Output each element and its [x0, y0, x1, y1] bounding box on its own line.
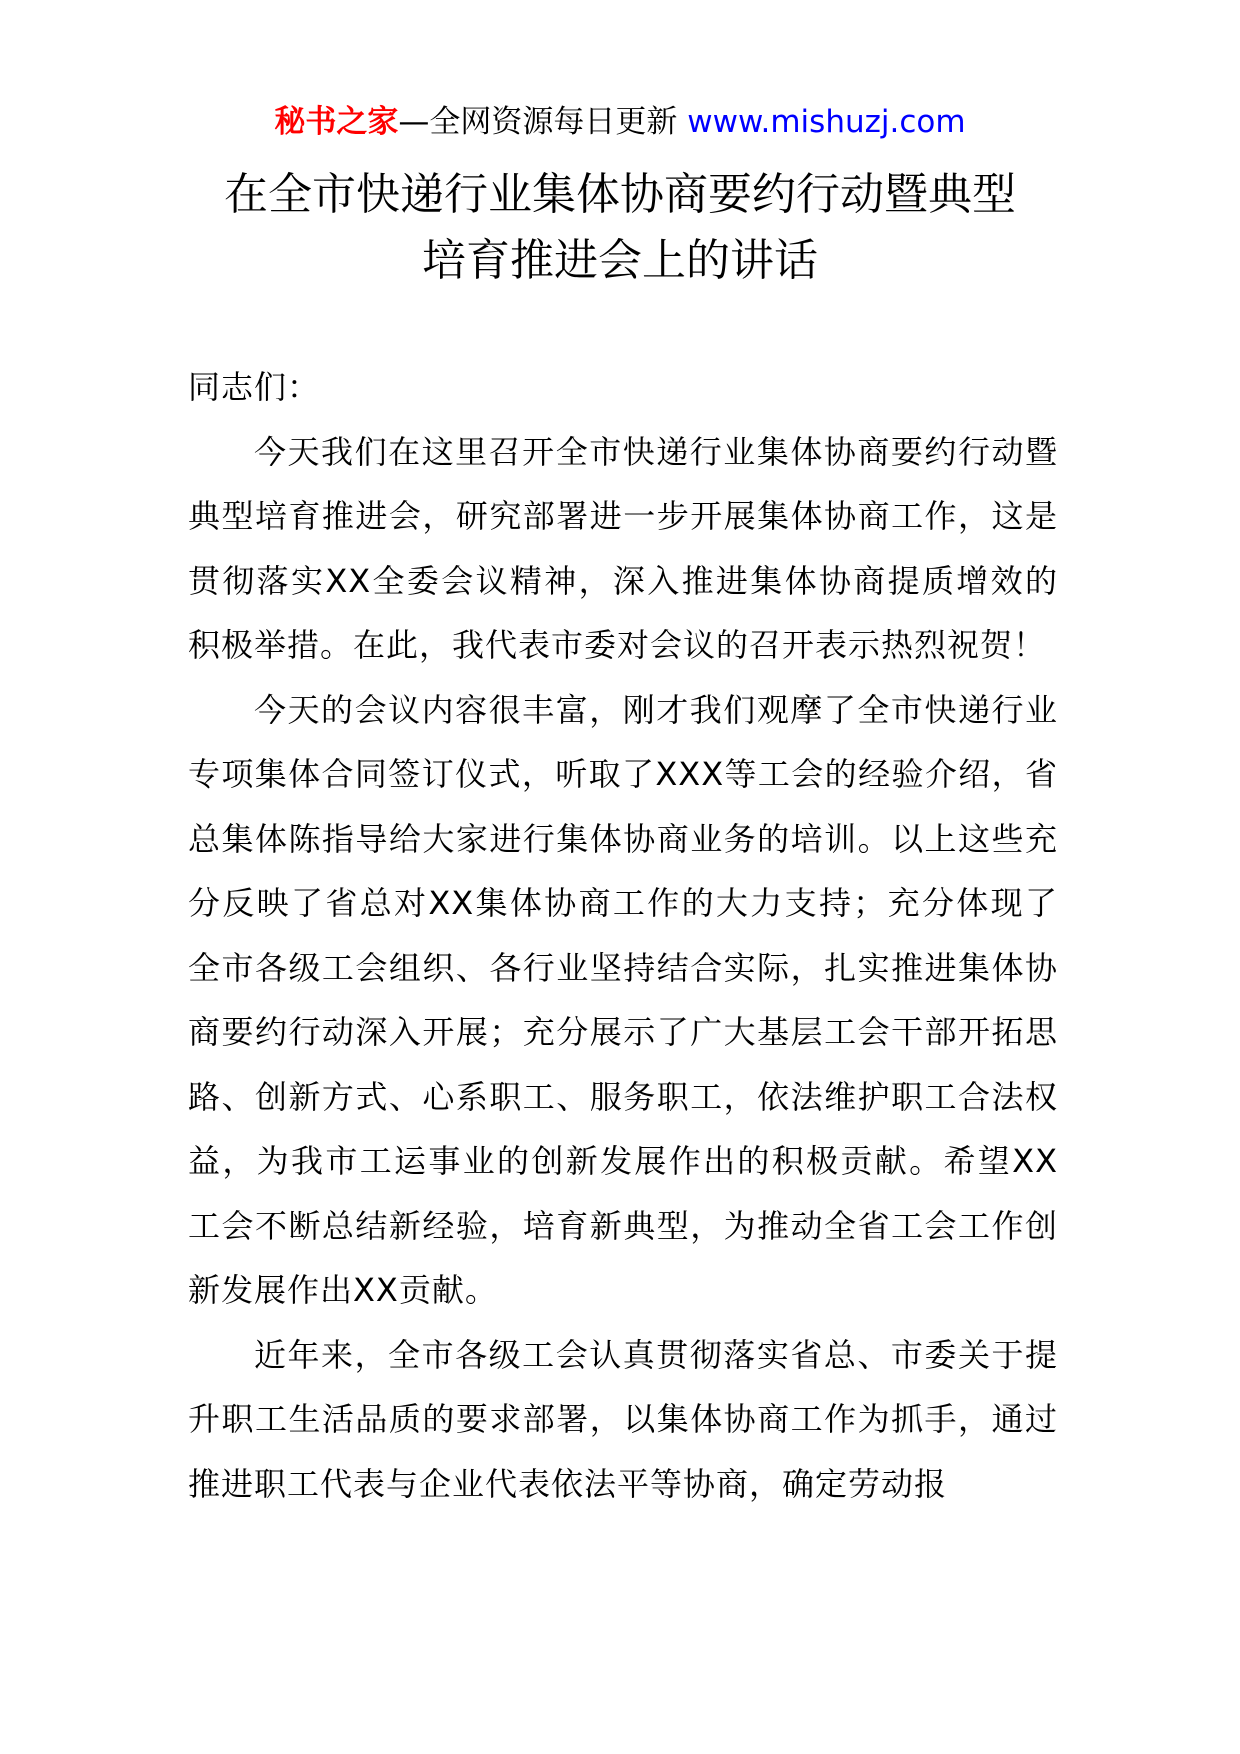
paragraph-3: 近年来，全市各级工会认真贯彻落实省总、市委关于提升职工生活品质的要求部署，以集体协商工作为抓手，通过推进职工代表与企业代表依法平等协商，确定劳动报 [188, 1335, 1058, 1503]
paragraph-2: 今天的会议内容很丰富，刚才我们观摩了全市快递行业专项集体合同签订仪式，听取了XXX等工会的经验介绍，省总集体陈指导给大家进行集体协商业务的培训。以上这些充分反映了省总对XX集体协商工作的大力支持；充分体现了全市各级工会组织、各行业坚持结合实际，扎实推进集体协商要约行动深入开展；充分展示了广大基层工会干部开拓思路、创新方式、心系职工、服务职工，依法维护职工合法权益，为我市工运事业的创新发展作出的积极贡献。希望XX工会不断总结新经验，培育新典型，为推动全省工会工作创新发展作出XX贡献。 [188, 690, 1058, 1309]
salutation: 同志们： [188, 368, 321, 406]
document-title [140, 162, 1100, 294]
header-tagline: —全网资源每日更新 [398, 104, 688, 140]
document-body [188, 355, 1058, 1516]
brand-name: 秘书之家 [274, 104, 399, 140]
paragraph-1: 今天我们在这里召开全市快递行业集体协商要约行动暨典型培育推进会，研究部署进一步开展集体协商工作，这是贯彻落实XX全委会议精神，深入推进集体协商提质增效的积极举措。在此，我代表市委对会议的召开表示热烈祝贺！ [188, 432, 1058, 664]
site-url-link[interactable]: www.mishuzj.com [687, 104, 966, 140]
title-line-1: 在全市快递行业集体协商要约行动暨典型 [224, 169, 1016, 220]
site-header [0, 100, 1240, 144]
title-line-2: 培育推进会上的讲话 [422, 235, 818, 286]
